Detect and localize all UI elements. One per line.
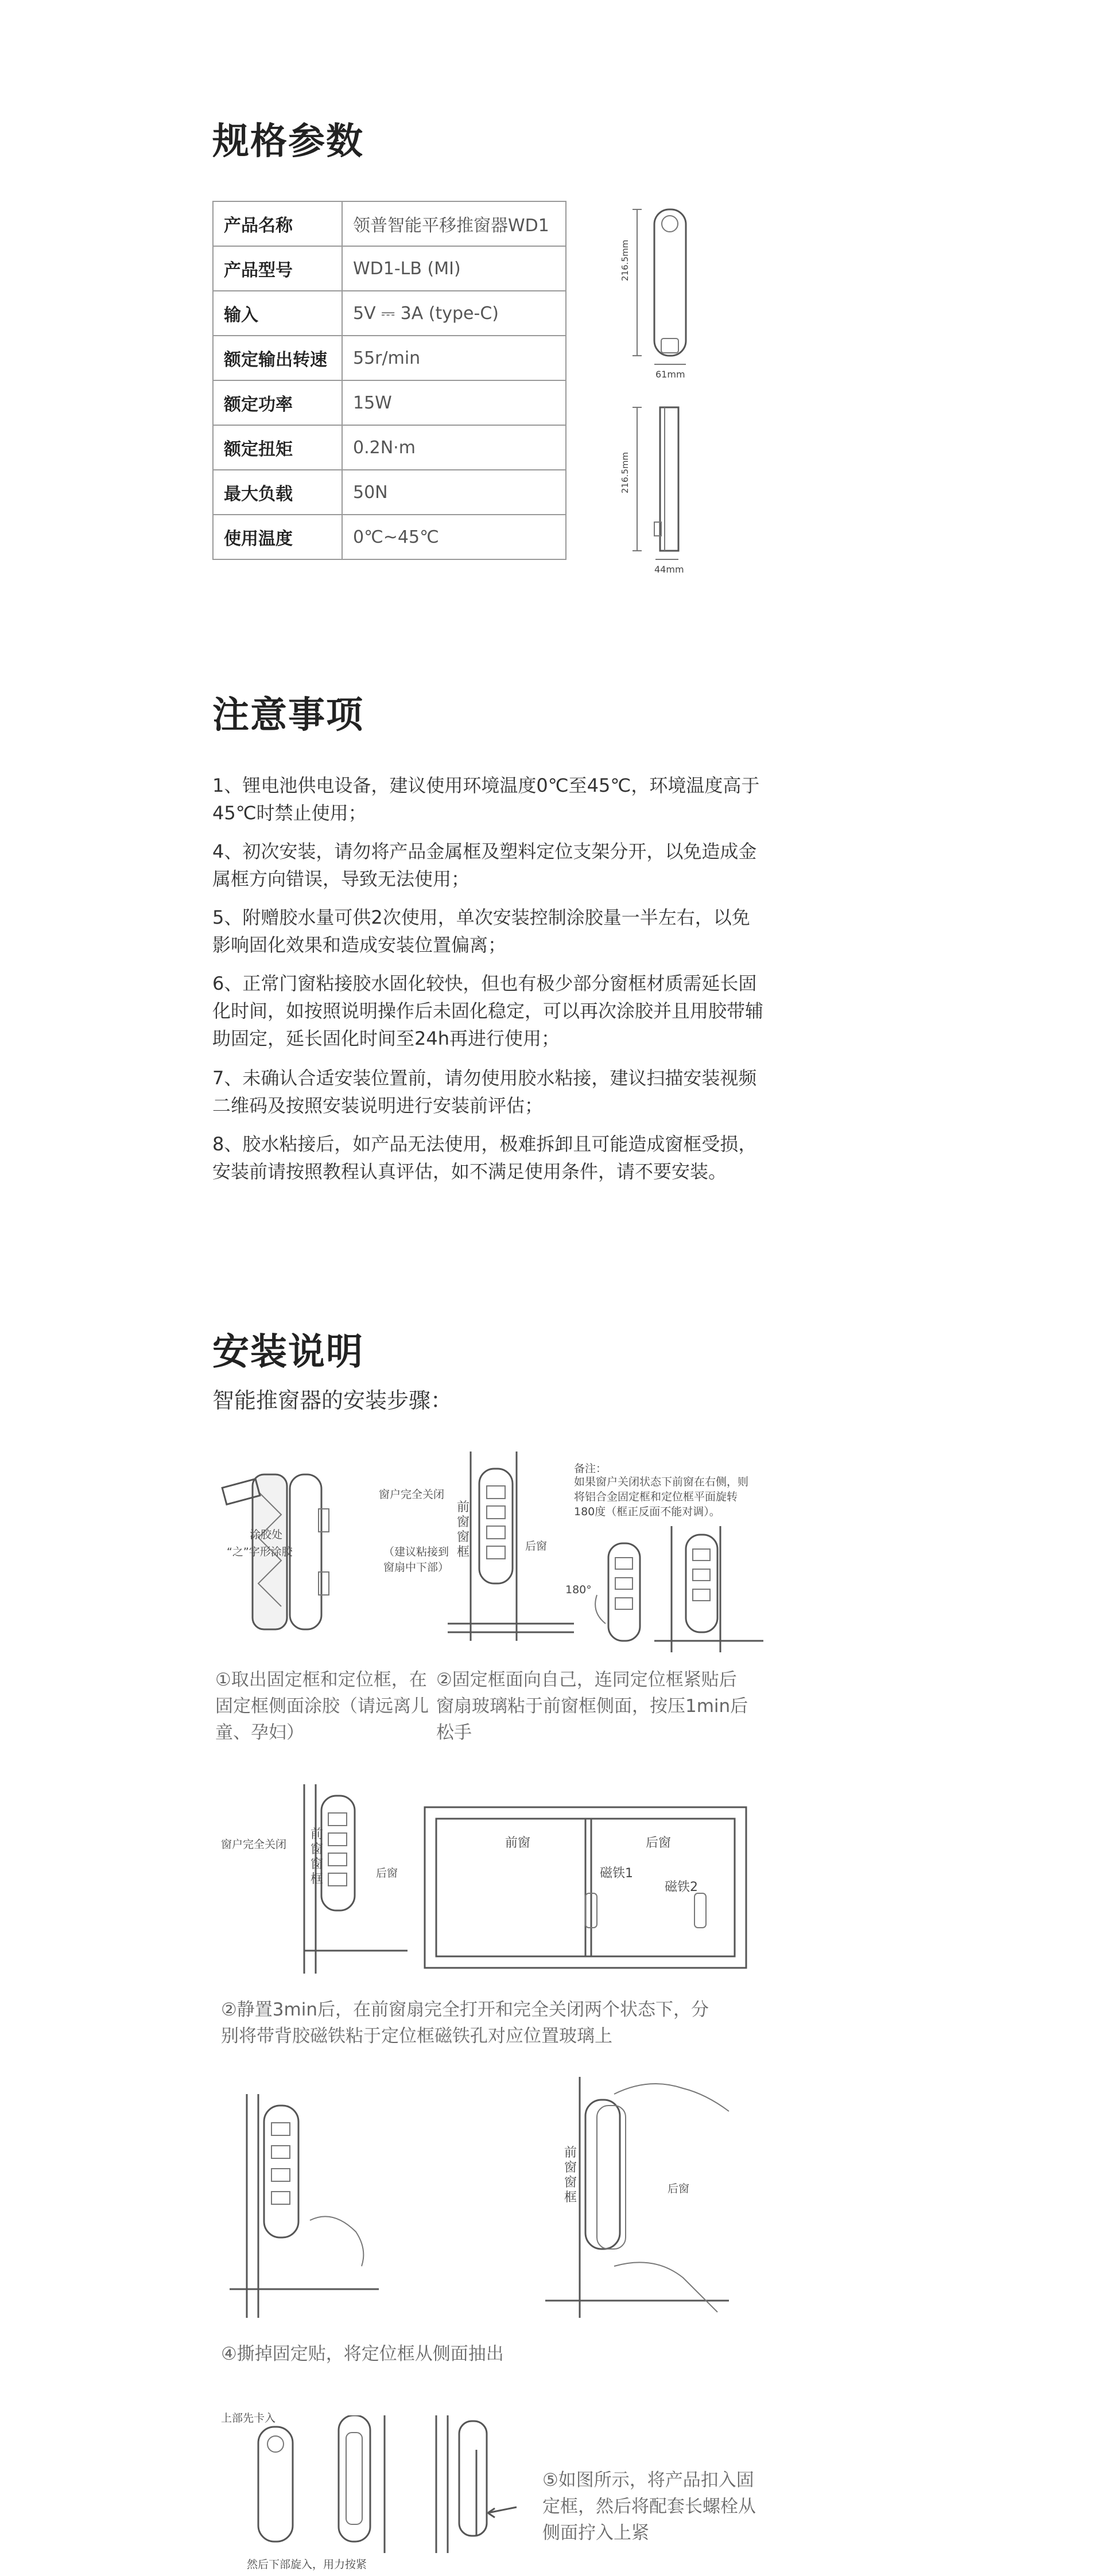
spec-value: 15W: [342, 380, 566, 425]
step1-caption: ①取出固定框和定位框，在固定框侧面涂胶（请远离儿童、孕妇）: [215, 1670, 429, 1743]
spec-value: 50N: [342, 470, 566, 515]
notes-title: 注意事项: [212, 694, 364, 737]
step5-illustration-left: [241, 2415, 413, 2553]
step5-illustration-right: [402, 2415, 534, 2553]
product-dimension-drawing: [620, 201, 712, 579]
note-item: 4、初次安装，请勿将产品金属框及塑料定位支架分开，以免造成金属框方向错误，导致无法使用；: [212, 840, 757, 890]
step2-rotate-illustration: [574, 1526, 763, 1652]
label-front-frame: 前窗窗框: [310, 1827, 323, 1886]
product-front-view: [633, 209, 686, 364]
note-title: 备注：: [574, 1462, 607, 1475]
label-rear-window: 后窗: [376, 1867, 398, 1880]
step2-caption: ②固定框面向自己，连同定位框紧贴后窗扇玻璃粘于前窗框侧面，按压1min后松手: [436, 1670, 748, 1743]
step3-window-illustration: [419, 1801, 752, 1974]
label-rear-window: 后窗: [668, 2182, 690, 2195]
step4-caption: ④撕掉固定贴，将定位框从侧面抽出: [221, 2344, 504, 2364]
table-row: [213, 336, 566, 380]
label-top-first: 上部先卡入: [221, 2412, 276, 2425]
spec-key: 输入: [213, 291, 342, 336]
spec-value: 0.2N·m: [342, 425, 566, 470]
dimension-label: 61mm: [655, 369, 685, 380]
label-front-window: 前窗: [505, 1836, 531, 1850]
label-zigzag: “之”字形涂胶: [227, 1546, 293, 1558]
step5-caption: ⑤如图所示，将产品扣入固定框，然后将配套长螺栓从侧面拧入上紧: [542, 2470, 756, 2543]
note-item: 5、附赠胶水量可供2次使用，单次安装控制涂胶量一半左右，以免影响固化效果和造成安装位置偏离；: [212, 906, 750, 956]
note-item: 7、未确认合适安装位置前，请勿使用胶水粘接，建议扫描安装视频二维码及按照安装说明进行安装前评估；: [212, 1067, 757, 1116]
label-rotate: 180°: [565, 1583, 592, 1596]
spec-value: 领普智能平移推窗器WD1: [342, 201, 566, 246]
spec-value: 5V ⎓ 3A (type-C): [342, 291, 566, 336]
table-row: [213, 470, 566, 515]
spec-key: 额定扭矩: [213, 425, 342, 470]
install-title: 安装说明: [212, 1331, 364, 1373]
label-rear-window: 后窗: [525, 1540, 548, 1552]
step3-caption: ②静置3min后，在前窗扇完全打开和完全关闭两个状态下，分别将带背胶磁铁粘于定位框磁铁孔对应位置玻璃上: [221, 1999, 709, 2046]
label-bottom-rotate: 然后下部旋入，用力按紧: [247, 2558, 367, 2571]
spec-key: 产品型号: [213, 246, 342, 291]
spec-key: 额定输出转速: [213, 336, 342, 380]
note-item: 8、胶水粘接后，如产品无法使用，极难拆卸且可能造成窗框受损，安装前请按照教程认真评估，如不满足使用条件，请不要安装。: [212, 1133, 757, 1182]
table-row: [213, 380, 566, 425]
spec-value: 55r/min: [342, 336, 566, 380]
label-magnet-1: 磁铁1: [600, 1866, 633, 1881]
table-row: [213, 201, 566, 246]
note-item: 6、正常门窗粘接胶水固化较快，但也有极少部分窗框材质需延长固化时间，如按照说明操作后未固化稳定，可以再次涂胶并且用胶带辅助固定，延长固化时间至24h再进行使用；: [212, 972, 764, 1049]
label-suggest: （建议粘接到窗扇中下部）: [383, 1546, 449, 1574]
spec-key: 最大负载: [213, 470, 342, 515]
table-row: [213, 291, 566, 336]
spec-title: 规格参数: [212, 120, 364, 163]
spec-key: 产品名称: [213, 201, 342, 246]
note-item: 1、锂电池供电设备，建议使用环境温度0℃至45℃，环境温度高于45℃时禁止使用；: [212, 775, 760, 824]
label-magnet-2: 磁铁2: [665, 1880, 698, 1894]
table-row: [213, 425, 566, 470]
note-text: 如果窗户关闭状态下前窗在右侧，则将铝合金固定框和定位框平面旋转180度（框正反面不能对调）。: [574, 1476, 749, 1518]
label-window-closed: 窗户完全关闭: [379, 1488, 445, 1501]
product-side-view: [633, 407, 678, 559]
label-glue-area: 涂胶处: [250, 1528, 283, 1541]
spec-key: 额定功率: [213, 380, 342, 425]
dimension-label: 216.5mm: [620, 452, 630, 493]
label-front-frame: 前窗窗框: [456, 1500, 469, 1559]
spec-table: [212, 201, 566, 560]
step4-illustration-left: [218, 2094, 390, 2318]
label-front-frame: 前窗窗框: [564, 2146, 577, 2205]
spec-value: 0℃~45℃: [342, 515, 566, 559]
spec-key: 使用温度: [213, 515, 342, 559]
spec-value: WD1-LB (MI): [342, 246, 566, 291]
dimension-label: 44mm: [654, 564, 684, 575]
label-window-closed: 窗户完全关闭: [221, 1838, 287, 1851]
dimension-label: 216.5mm: [620, 239, 630, 281]
install-subtitle: 智能推窗器的安装步骤：: [212, 1388, 453, 1413]
table-row: [213, 515, 566, 559]
table-row: [213, 246, 566, 291]
label-rear-window: 后窗: [646, 1836, 672, 1850]
